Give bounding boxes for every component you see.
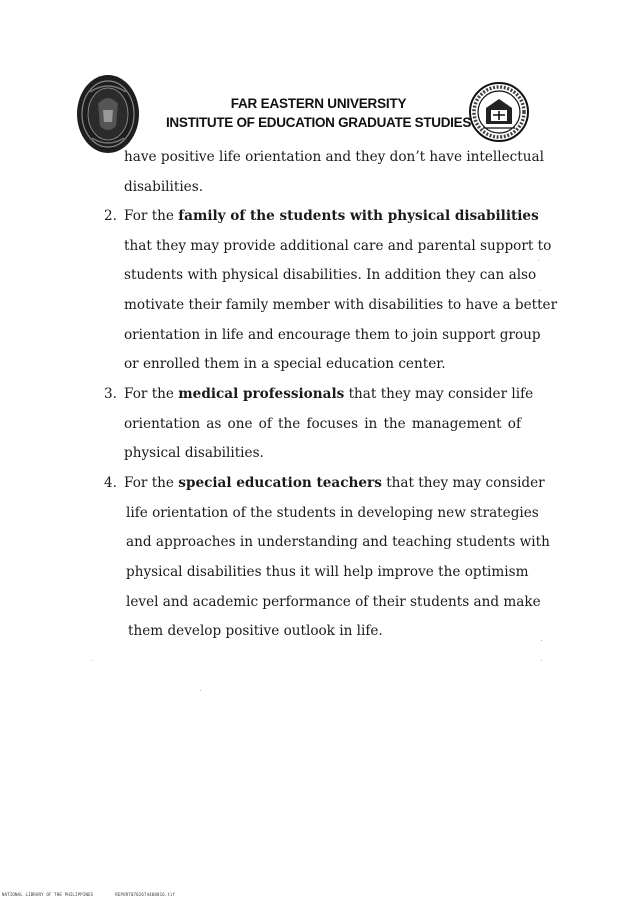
list-item-heading: For the special education teachers that they may consider bbox=[124, 475, 545, 491]
scan-speck bbox=[540, 290, 541, 291]
paragraph-line: orientation in life and encourage them to join support group bbox=[124, 327, 541, 343]
paragraph-line: life orientation of the students in developing new strategies bbox=[126, 505, 539, 521]
university-seal-icon bbox=[76, 74, 140, 154]
institute-seal-icon bbox=[469, 82, 529, 142]
paragraph-line: that they may provide additional care and parental support to bbox=[124, 238, 552, 254]
paragraph-line: have positive life orientation and they don’t have intellectual bbox=[124, 149, 544, 165]
scan-speck bbox=[538, 260, 539, 261]
emphasis-text: special education teachers bbox=[178, 475, 382, 491]
list-number: 2. bbox=[104, 208, 117, 224]
emphasis-text: medical professionals bbox=[178, 386, 345, 402]
university-name: FAR EASTERN UNIVERSITY bbox=[230, 96, 407, 111]
list-item-heading: For the medical professionals that they may consider life bbox=[124, 386, 534, 402]
list-number: 3. bbox=[104, 386, 117, 402]
paragraph-line: or enrolled them in a special education center. bbox=[124, 356, 446, 372]
list-number: 4. bbox=[104, 475, 117, 491]
library-label: NATIONAL LIBRARY OF THE PHILIPPINES bbox=[2, 892, 94, 897]
list-item-heading: For the family of the students with physical disabilities bbox=[124, 208, 539, 224]
paragraph-line: and approaches in understanding and teaching students with bbox=[126, 534, 550, 550]
paragraph-line: students with physical disabilities. In addition they can also bbox=[124, 267, 537, 283]
institute-name: INSTITUTE OF EDUCATION GRADUATE STUDIES bbox=[165, 115, 472, 130]
paragraph-line: motivate their family member with disabilities to have a better bbox=[124, 297, 558, 313]
scan-speck bbox=[541, 660, 542, 661]
paragraph-line: orientation as one of the focuses in the management of bbox=[124, 416, 521, 432]
emphasis-text: family of the students with physical disabilities bbox=[178, 208, 539, 224]
paragraph-line: physical disabilities. bbox=[124, 445, 264, 461]
scan-speck bbox=[92, 660, 93, 661]
file-name: REPORT0782674408816.tif bbox=[115, 892, 176, 897]
paragraph-line: physical disabilities thus it will help improve the optimism bbox=[126, 564, 529, 580]
scan-speck bbox=[200, 690, 201, 691]
paragraph-line: them develop positive outlook in life. bbox=[128, 623, 383, 639]
paragraph-line: disabilities. bbox=[124, 179, 204, 195]
scan-speck bbox=[541, 640, 542, 641]
scan-footer bbox=[2, 892, 175, 897]
paragraph-line: level and academic performance of their students and make bbox=[126, 594, 541, 610]
